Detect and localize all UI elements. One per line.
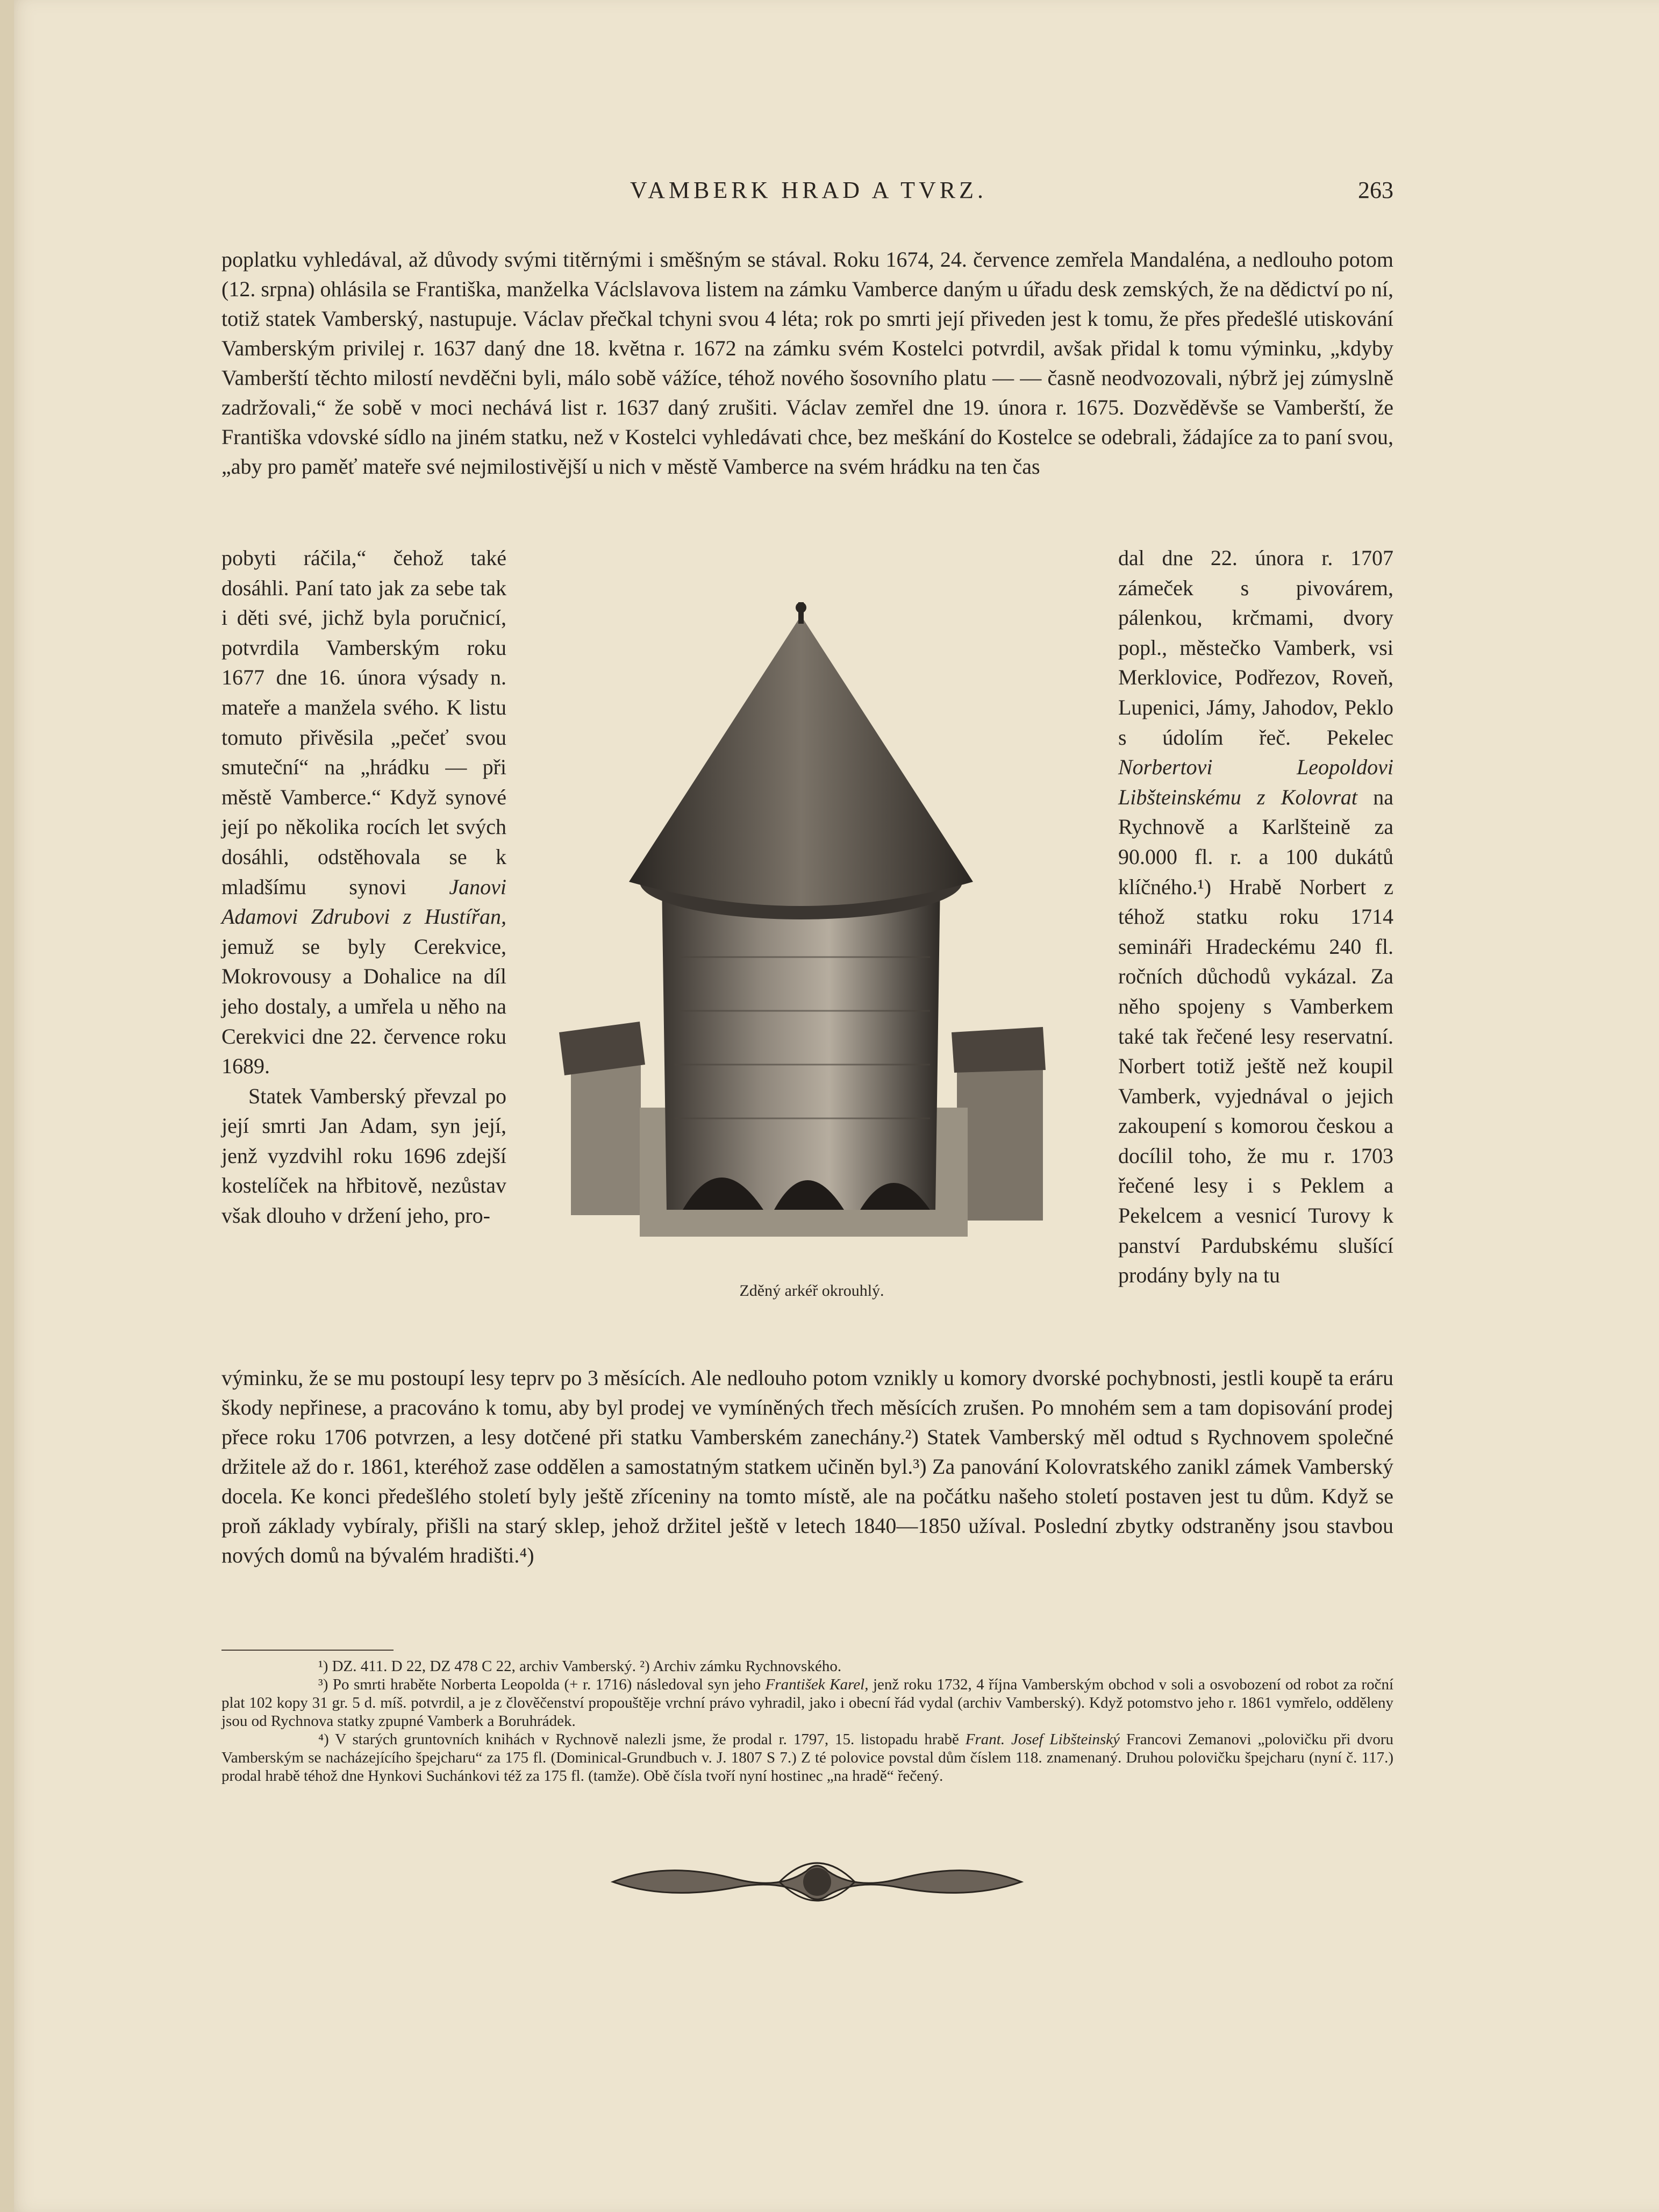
left-paragraph-1: pobyti ráčila,“ čehož také dosáhli. Paní tato jak za sebe tak i děti své, jichž byla poručnicí, potvrdila Vamberským roku 1677 dne 16. února výsady n. mateře a manžela svého. K listu tomuto přivěsila „pečeť svou smuteční“ na „hrádku — při městě Vamberce.“ Když synové její po několika rocích let svých dosáhli, odstěhovala se k mladšímu synovi Janovi Adamovi Zdrubovi z Hustířan, jemuž se byly Cerekvice, Mokrovousy a Dohalice na díl jeho dostaly, a umřela u něho na Cerekvici dne 22. července roku 1689. xyxy=(221,546,507,1079)
page-number: 263 xyxy=(1358,177,1393,203)
right-wall xyxy=(957,1048,1043,1221)
round-tower-illustration xyxy=(559,602,1064,1269)
conical-roof xyxy=(629,616,973,906)
right-column xyxy=(1118,543,1393,1290)
top-paragraph: poplatku vyhledával, až důvody svými titěrnými i směšným se stával. Roku 1674, 24. července zemřela Mandaléna, a nedlouho potom (12. srpna) ohlásila se Františka, manželka Václslavova listem na zámku Vamberce daným u úřadu desk zemských, že na dědictví po ní, totiž statek Vamberský, nastupuje. Václav přečkal tchyni svou 4 léta; rok po smrti její přiveden jest k tomu, že přes předešlé utiskování Vamberským privilej r. 1637 daný dne 18. května r. 1672 na zámku svém Kostelci potvrdil, avšak přidal k tomu výminku, „kdyby Vamberští těchto milostí nevděčni byli, málo sobě vážíce, téhož nového šosovního platu — — časně neodvozovali, nýbrž jej zúmyslně zadržovali,“ že sobě v moci nechává list r. 1637 daný zrušiti. Václav zemřel dne 19. února r. 1675. Dozvěděvše se Vamberští, že Františka vdovské sídlo na jiném statku, než v Kostelci vyhledávati chce, bez meškání do Kostelce se odebrali, žádajíce za to paní svou, „aby pro paměť mateře své nejmilostivější u nich v městě Vamberce na svém hrádku na ten čas xyxy=(221,247,1393,479)
left-paragraph-2: Statek Vamberský převzal po její smrti Jan Adam, syn její, jenž vyzdvihl roku 1696 zdejší kostelíček na hřbitově, nezůstav však dlouho v držení jeho, pro- xyxy=(221,1083,506,1228)
footnote-1-2: ¹) DZ. 411. D 22, DZ 478 C 22, archiv Vamberský. ²) Archiv zámku Rychnovského. xyxy=(318,1658,842,1675)
left-wall xyxy=(571,1054,641,1215)
footnote-rule xyxy=(221,1650,394,1651)
person-name: Janovi Adamovi Zdrubovi z Hustířan, xyxy=(221,874,507,929)
page-gutter xyxy=(0,0,14,2212)
right-paragraph: dal dne 22. února r. 1707 zámeček s pivovárem, pálenkou, krčmami, dvory popl., městečko Vamberk, vsi Merklovice, Podřezov, Roveň, Lupenici, Jámy, Jahodov, Peklo s údolím řeč. Pekelec Norbertovi Leopoldovi Libšteinskému z Kolovrat na Rychnově a Karlšteině za 90.000 fl. r. a 100 dukátů klíčného.¹) Hrabě Norbert z téhož statku roku 1714 semináři Hradeckému 240 fl. ročních důchodů vykázal. Za něho spojeny s Vamberkem také tak řečené lesy reservatní. Norbert totiž ještě než koupil Vamberk, vyjednával o jejich zakoupení s komorou českou a docílil toho, že mu r. 1703 řečené lesy i s Peklem a Pekelcem a vesnicí Turovy k panství Pardubskému slušící prodány byly na tu xyxy=(1118,546,1393,1288)
running-title: VAMBERK HRAD A TVRZ. xyxy=(630,177,988,203)
footnote-4: ⁴) V starých gruntovních knihách v Rychnově nalezli jsme, že prodal r. 1797, 15. listopadu hrabě Frant. Josef Libšteinský Francovi Zemanovi „polovičku při dvoru Vamberským se nacházejícího špejcharu“ za 175 fl. (Dominical-Grundbuch v. J. 1807 S 7.) Z té polovice povstal dům číslem 118. znamenaný. Druhou polovičku špejcharu (nyní č. 117.) prodal hrabě téhož dne Hynkovi Suchánkovi též za 175 fl. (tamže). Obě čísla tvoří nyní hostinec „na hradě“ řečený. xyxy=(221,1731,1394,1785)
page-header xyxy=(221,176,1393,214)
figure-caption: Zděný arkéř okrouhlý. xyxy=(739,1282,884,1300)
left-column xyxy=(221,543,506,1231)
bottom-paragraph: výminku, že se mu postoupí lesy teprv po 3 měsících. Ale nedlouho potom vznikly u komory dvorské pochybnosti, jestli koupě ta eráru škody nepřinese, a pracováno k tomu, aby byl prodej ve vymíněných třech měsících zrušen. Po mnohém sem a tam dopisování prodej přece roku 1706 potvrzen, a lesy dotčené při statku Vamberském zanechány.²) Statek Vamberský měl odtud s Rychnovem společné držitele až do r. 1861, kteréhož zase oddělen a samostatným statkem učiněn byl.³) Za panování Kolovratského zanikl zámek Vamberský docela. Ke konci předešlého století byly ještě zříceniny na tomto místě, ale na počátku našeho století postaven jest tu dům. Když se proň základy vybíraly, přišli na starý sklep, jehož držitel ještě v letech 1840—1850 užíval. Poslední zbytky odstraněny jsou stavbou nových domů na bývalém hradišti.⁴) xyxy=(221,1366,1393,1567)
finial xyxy=(796,602,806,613)
person-name: Norbertovi Leopoldovi Libšteinskému z Kolovrat xyxy=(1118,755,1393,809)
footnote-3: ³) Po smrti hraběte Norberta Leopolda (+ r. 1716) následoval syn jeho František Karel, jenž roku 1732, 4 října Vamberským obchod v soli a osvobození od robot za roční plat 102 kopy 31 gr. 5 d. míš. potvrdil, a je z člověčenství propouštěje vrchní právo vyhradil, jako i obecní řád vydal (archiv Vamberský). Když potomstvo jeho r. 1861 vymřelo, odděleny jsou od Rychnova statky zpupné Vamberk a Boruhrádek. xyxy=(221,1676,1394,1730)
footnotes xyxy=(221,1657,1393,1785)
decorative-ornament xyxy=(602,1850,1032,1914)
